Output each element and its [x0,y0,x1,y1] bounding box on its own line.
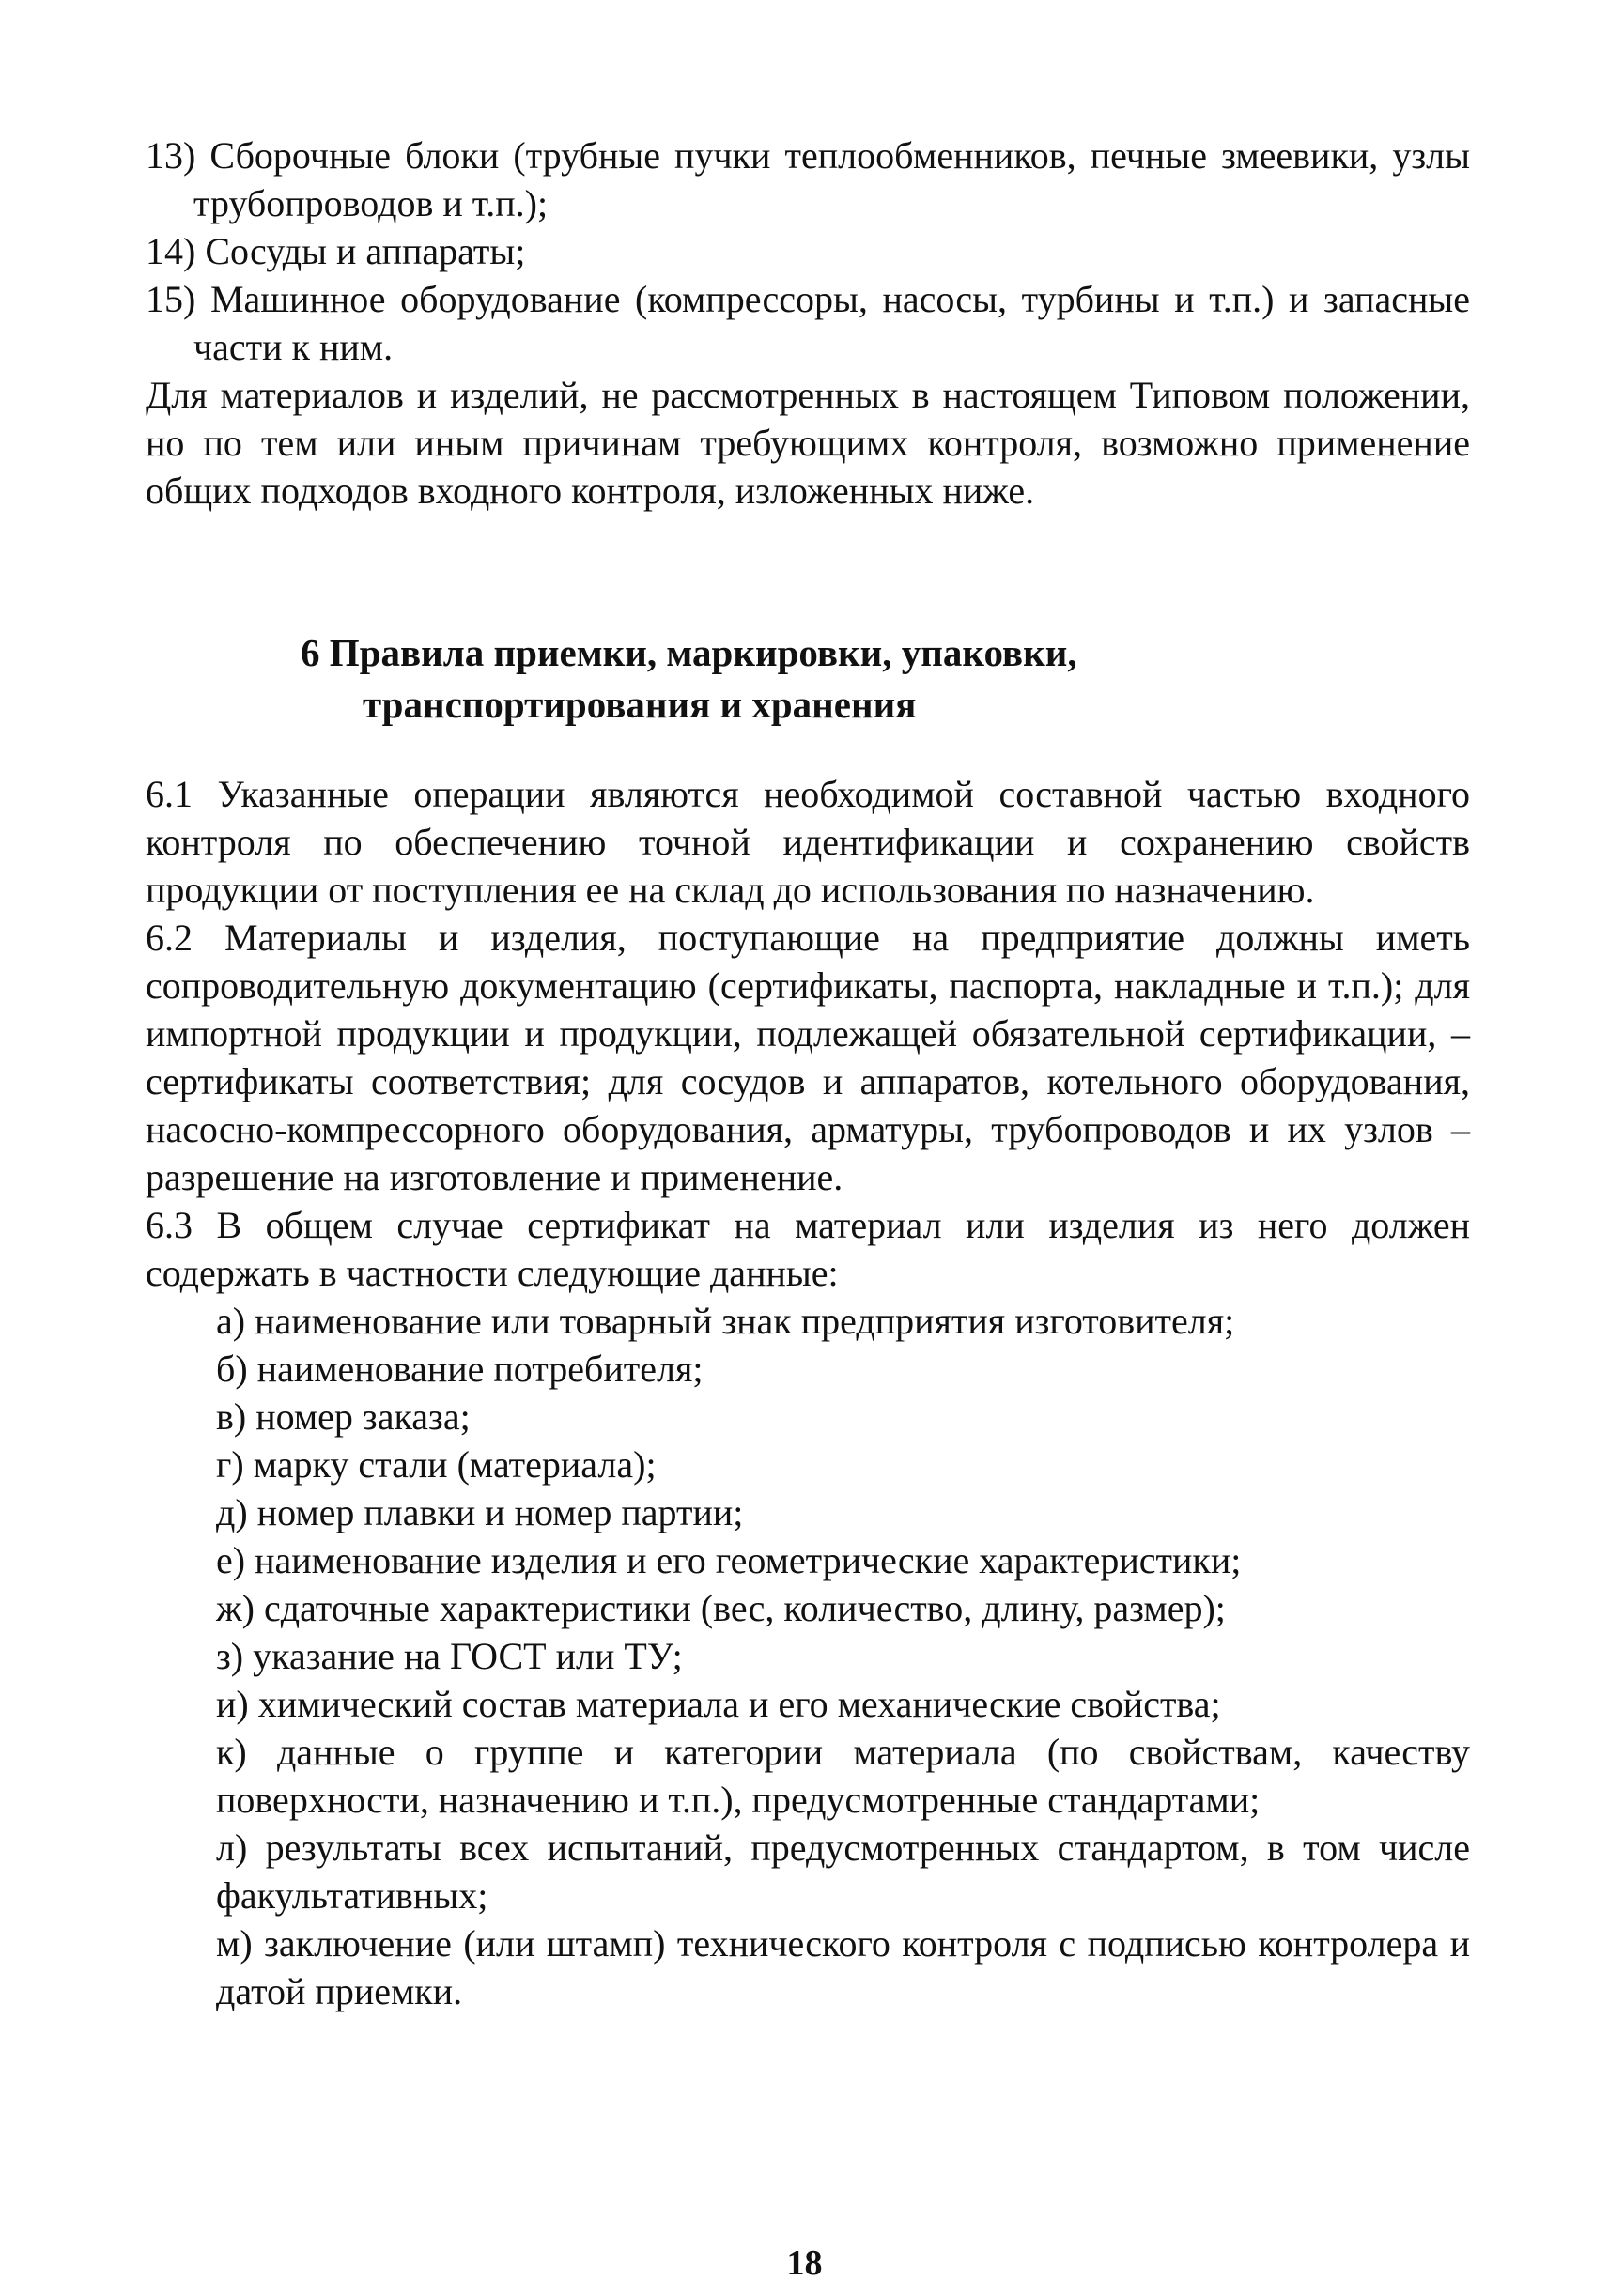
cert-item-d: д) номер плавки и номер партии; [216,1491,744,1533]
cert-item-zh: ж) сдаточные характеристики (вес, количество, длину, размер); [216,1587,1226,1629]
intro-paragraph: Для материалов и изделий, не рассмотренных в настоящем Типовом положении, но по тем или иным причинам требующимх контроля, возможно применение общих подходов входного контроля, изложенных ниже. [146,374,1470,512]
cert-item-z: з) указание на ГОСТ или ТУ; [216,1635,683,1677]
cert-item-i: и) химический состав материала и его механические свойства; [216,1683,1221,1725]
list-item-15: 15) Машинное оборудование (компрессоры, насосы, турбины и т.п.) и запасные части к ним. [146,278,1471,368]
paragraph-6-3: 6.3 В общем случае сертификат на материал или изделия из него должен содержать в частности следующие данные: [146,1204,1470,1294]
section-body [146,770,1470,2015]
cert-item-k: к) данные о группе и категории материала (по свойствам, качеству поверхности, назначению и т.п.), предусмотренные стандартами; [216,1731,1470,1821]
page-number: 18 [786,2243,823,2283]
list-item-14: 14) Сосуды и аппараты; [146,230,526,272]
top-numbered-list [146,131,1470,515]
paragraph-6-2: 6.2 Материалы и изделия, поступающие на предприятие должны иметь сопроводительную документацию (сертификаты, паспорта, накладные и т.п.); для импортной продукции и продукции, подлежащей обязательной сертификации, – сертификаты соответствия; для сосудов и аппаратов, котельного оборудования, насосно-компрессорного оборудования, арматуры, трубопроводов и их узлов – разрешение на изготовление и применение. [146,917,1470,1198]
cert-item-l: л) результаты всех испытаний, предусмотренных стандартом, в том числе факультативных; [216,1826,1470,1917]
section-title-line-1: 6 Правила приемки, маркировки, упаковки, [301,631,1077,674]
paragraph-6-1: 6.1 Указанные операции являются необходимой составной частью входного контроля по обеспечению точной идентификации и сохранению свойств продукции от поступления ее на склад до использования по назначению. [146,773,1470,911]
cert-item-g: г) марку стали (материала); [216,1443,657,1486]
cert-item-a: а) наименование или товарный знак предприятия изготовителя; [216,1300,1235,1342]
cert-item-m: м) заключение (или штамп) технического контроля с подписью контролера и датой приемки. [216,1922,1470,2012]
cert-item-e: е) наименование изделия и его геометрические характеристики; [216,1539,1242,1581]
section-title-line-2: транспортирования и хранения [363,683,917,726]
list-item-13: 13) Сборочные блоки (трубные пучки теплообменников, печные змеевики, узлы трубопроводов и т.п.); [146,134,1470,224]
cert-item-b: б) наименование потребителя; [216,1348,704,1390]
cert-item-v: в) номер заказа; [216,1395,471,1438]
